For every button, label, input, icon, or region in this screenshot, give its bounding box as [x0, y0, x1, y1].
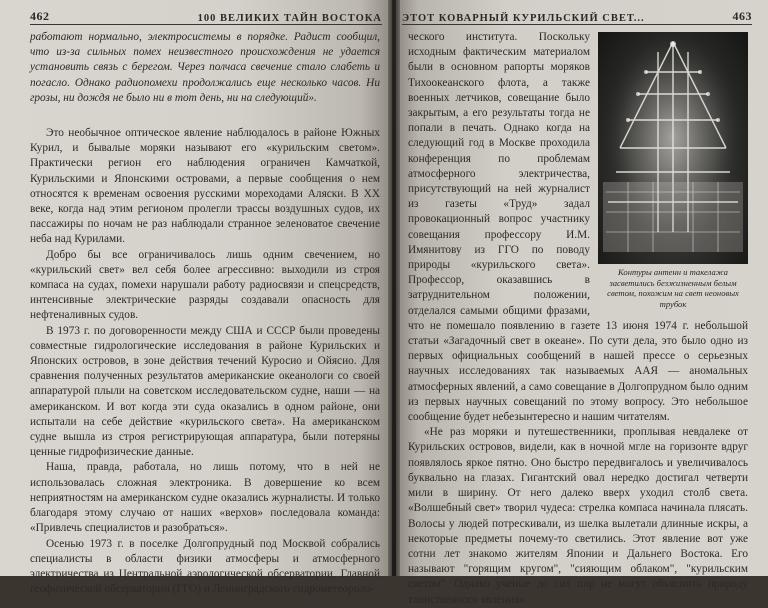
book-gutter — [388, 0, 400, 576]
left-page-text — [30, 30, 380, 597]
right-running-title: ЭТОТ КОВАРНЫЙ КУРИЛЬСКИЙ СВЕТ... — [402, 13, 645, 24]
ship-rigging-photo — [598, 32, 748, 264]
paragraph: Осенью 1973 г. в поселке Долгопрудный под Москвой собрались специалисты в области физики атмосферы и атмосферного электричества из Центральной аэрологической обсерватории, Главной геофизической обсерватории (ГГО) и Ленинградского гидрометеороло- — [30, 537, 380, 596]
left-running-head — [30, 6, 382, 25]
paragraph: «Не раз моряки и путешественники, проплывая невдалеке от Курильских островов, видели, как в ночной мгле на горизонте вдруг появлялось яркое пятно. Оно быстро передвигалось и увеличивалось буквально на глазах. Гигантский овал нередко достигал четверти мили в ширину. От него далеко вверх уходил столб света. «Волшебный свет» творил чудеса: стрелка компаса начинала плясать. Волосы у людей потрескивали, из шелка вылетали длинные искры, а некоторые предметы почему-то светились. Этот явление вот уже сотни лет знакомо жителям Японии и Дальнего Востока. Его называют "горящим кругом", "сияющим облаком", "курильским светом". Однако ученые до сих пор не могут объяснить природу таинственного явления». — [408, 426, 748, 606]
right-page — [396, 0, 768, 606]
left-page-number: 462 — [30, 9, 50, 23]
eyewitness-quote: работают нормально, электросистемы в порядке. Радист сообщил, что из-за сильных помех неизвестного происхождения не удается установить связь с берегом. Через полчаса свечение стало слабеть и погасло. Однако радиопомехи продолжались еще несколько часов. Ни грозы, ни дождя не было ни в тот день, ни на следующий». — [30, 31, 380, 104]
paragraph: Это необычное оптическое явление наблюдалось в районе Южных Курил, и бывалые моряки называют его «курильским светом». Практически регион его наблюдения ограничен Камчаткой, Курильскими и Японскими островами, а первые сообщения о нем относятся к временам освоения русскими мореходами Аляски. В XX веке, когда над этим регионом пролегли трассы воздушных судов, их пассажиры по ночам не раз наблюдали странное зеленоватое свечение неба над Курилами. — [30, 127, 380, 246]
paragraph: ческого института. Поскольку исходным фактическим материалом были в основном рапорты моряков Тихоокеанского флота, а также военных летчиков, совещание было закрытым, а его результаты тогда не попали в печать. Однако когда на следующий год в Москве проходила конференция по проблемам атмосферного электричества, присутствующий на ней журналист из газеты «Труд» задал провокационный вопрос участнику совещания профессору И.М. Имянитову из ГГО по поводу природы «курильского света». Профессор, оказавшись в затруднительном положении, отделался самыми общими фразами, что не помешало появлению в газете 13 июня 1974 г. небольшой статьи «Загадочный свет в океане». По сути дела, это было одно из первых официальных сообщений в нашей прессе о серьезных научных исследованиях так называемых ААЯ — аномальных атмосферных явлений, а само совещание в Долгопрудном было одним из первых научных совещаний по этому вопросу. Это небольшое сообщение будет небезынтересно и нашим читателям. — [408, 31, 748, 424]
paragraph: В 1973 г. по договоренности между США и СССР были проведены совместные гидрологические исследования в районе Курильских и Японских островов, в зоне действия течений Куросио и Ойясио. Для сравнения полученных результатов американские океанологи со своей аппаратурой плыли на советском исследовательском судне, наши — на американском. И вот когда эти суда оказались в одном районе, они испытали на себе действие «курильского света». На американском судне вышла из строя регистрирующая аппаратура, были потеряны ценные гидрофизические данные. — [30, 324, 380, 459]
right-page-number: 463 — [732, 9, 752, 23]
left-running-title: 100 ВЕЛИКИХ ТАЙН ВОСТОКА — [197, 13, 382, 24]
paragraph: Наша, правда, работала, но лишь потому, что в ней не использовалась сложная электроника. В довершение ко всем неприятностям на американском судне оказались журналисты. И только благодаря этому случаю от наших «верхов» последовала команда: «Привлечь специалистов и разобраться». — [30, 461, 380, 535]
figure-caption: Контуры антенн и такелажа засветились безжизненным белым светом, похожим на свет неоновых трубок — [607, 267, 739, 309]
right-running-head — [402, 6, 752, 25]
glowing-mast-illustration — [598, 32, 748, 264]
paragraph: Добро бы все ограничивалось лишь одним свечением, но «курильский свет» вел себя более агрессивно: выходили из строя компаса на судах, помехи нарушали работу радиосвязи и спецсредств, интенсивные электрические разряды создавали опасность для нефтеналивных судов. — [30, 248, 380, 322]
figure — [598, 32, 748, 309]
right-page-text — [408, 30, 748, 608]
